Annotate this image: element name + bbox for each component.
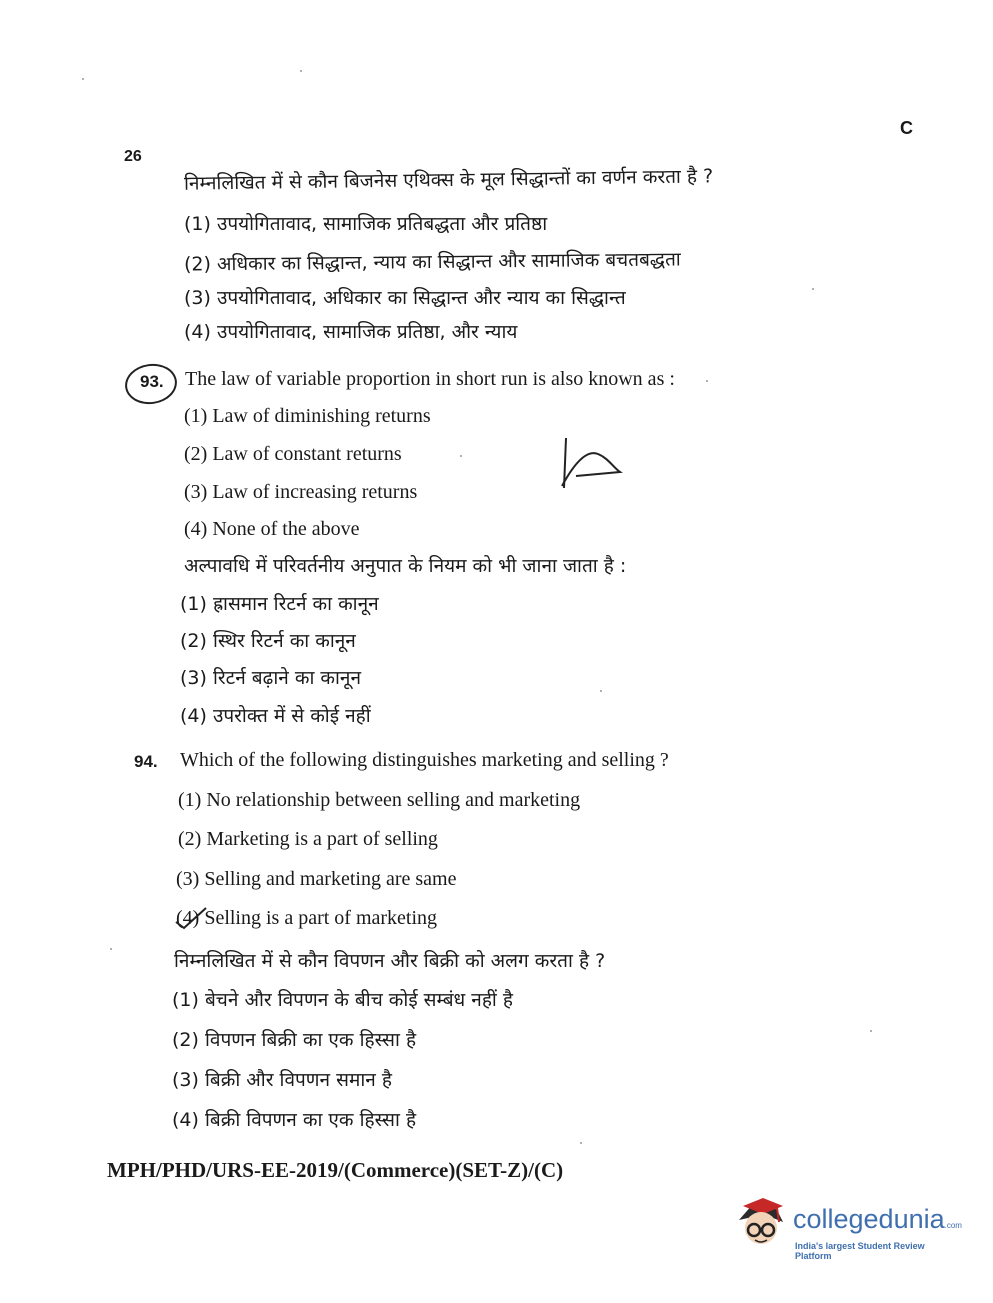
q94-option-3: (3) Selling and marketing are same: [176, 868, 457, 890]
scan-speck: [812, 288, 814, 290]
page-number: 26: [124, 148, 142, 165]
q93-option-3: (3) Law of increasing returns: [184, 481, 418, 503]
scan-speck: [706, 380, 708, 382]
handwritten-curve-sketch: [556, 432, 636, 494]
q94-hindi-option-4: (4) बिक्री विपणन का एक हिस्सा है: [172, 1109, 417, 1131]
scan-speck: [460, 455, 462, 457]
q93-question: The law of variable proportion in short run is also known as :: [185, 368, 675, 390]
set-code: C: [900, 118, 913, 138]
q92-hindi-option-4: (4) उपयोगितावाद, सामाजिक प्रतिष्ठा, और न्याय: [184, 321, 518, 343]
q94-hindi-option-1: (1) बेचने और विपणन के बीच कोई सम्बंध नहीं है: [172, 989, 513, 1011]
logo-wordmark: [793, 1204, 962, 1235]
logo-tagline: India's largest Student Review Platform: [795, 1241, 925, 1261]
q93-number: 93.: [140, 372, 164, 391]
collegedunia-logo: [733, 1196, 963, 1266]
q93-hindi-question: अल्पावधि में परिवर्तनीय अनुपात के नियम को भी जाना जाता है :: [184, 555, 627, 577]
q94-number: 94.: [134, 752, 158, 771]
q93-hindi-option-3: (3) रिटर्न बढ़ाने का कानून: [180, 667, 362, 689]
q93-option-2: (2) Law of constant returns: [184, 443, 402, 465]
exam-code-footer: MPH/PHD/URS-EE-2019/(Commerce)(SET-Z)/(C): [107, 1158, 564, 1182]
q93-hindi-option-2: (2) स्थिर रिटर्न का कानून: [180, 630, 356, 652]
q93-option-1: (1) Law of diminishing returns: [184, 405, 431, 427]
scan-speck: [580, 1142, 582, 1144]
q92-hindi-option-1: (1) उपयोगितावाद, सामाजिक प्रतिबद्धता और प्रतिष्ठा: [184, 213, 548, 235]
scan-speck: [300, 70, 302, 72]
scan-speck: [110, 948, 112, 950]
mascot-icon: [733, 1196, 791, 1254]
q93-hindi-option-1: (1) ह्रासमान रिटर्न का कानून: [180, 593, 379, 615]
q93-hindi-option-4: (4) उपरोक्त में से कोई नहीं: [180, 705, 371, 727]
scan-speck: [870, 1030, 872, 1032]
q94-option-1: (1) No relationship between selling and marketing: [178, 789, 581, 811]
q94-option-4: (4) Selling is a part of marketing: [176, 907, 438, 929]
handwritten-tick-mark: [172, 904, 212, 932]
q92-hindi-option-3: (3) उपयोगितावाद, अधिकार का सिद्धान्त और न्याय का सिद्धान्त: [184, 287, 626, 309]
q94-option-2: (2) Marketing is a part of selling: [178, 828, 438, 850]
scan-speck: [82, 78, 84, 80]
q94-question: Which of the following distinguishes marketing and selling ?: [180, 749, 669, 771]
q92-hindi-question: निम्नलिखित में से कौन बिजनेस एथिक्स के मूल सिद्धान्तों का वर्णन करता है ?: [183, 165, 714, 195]
logo-brand: collegedunia: [793, 1204, 945, 1234]
q94-hindi-option-2: (2) विपणन बिक्री का एक हिस्सा है: [172, 1029, 417, 1051]
q92-hindi-option-2: (2) अधिकार का सिद्धान्त, न्याय का सिद्धान्त और सामाजिक बचतबद्धता: [183, 248, 681, 276]
q94-hindi-option-3: (3) बिक्री और विपणन समान है: [172, 1069, 392, 1091]
q93-option-4: (4) None of the above: [184, 518, 360, 540]
q94-hindi-question: निम्नलिखित में से कौन विपणन और बिक्री को अलग करता है ?: [174, 950, 606, 972]
scan-speck: [600, 690, 602, 692]
logo-tld: .com: [944, 1221, 962, 1230]
